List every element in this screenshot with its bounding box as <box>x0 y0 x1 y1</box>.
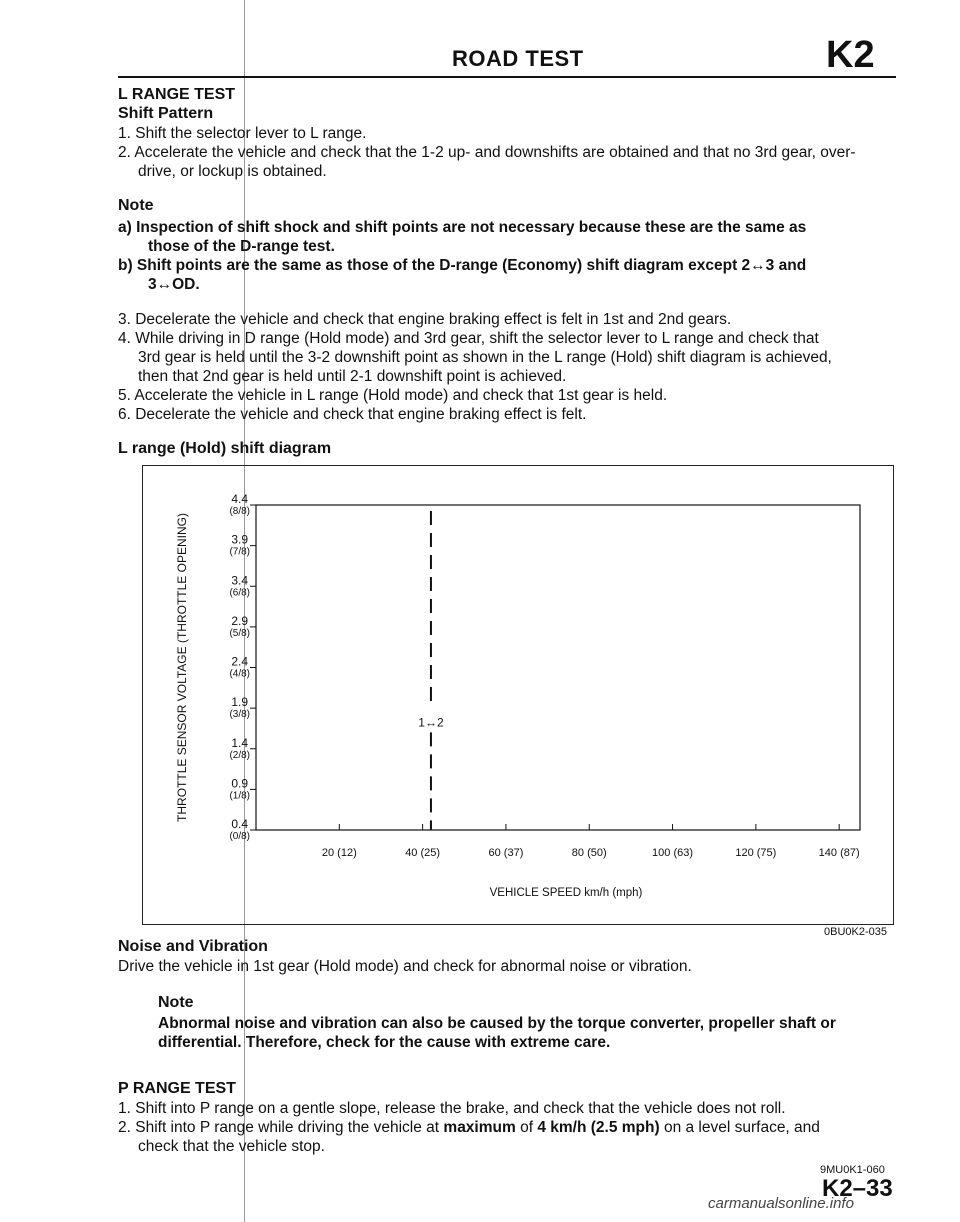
step-4: 4. While driving in D range (Hold mode) and 3rd gear, shift the selector lever to L range and check that <box>118 330 819 347</box>
x-tick-label: 100 (63) <box>652 847 694 859</box>
p-range-heading: P RANGE TEST <box>118 1080 236 1097</box>
watermark: carmanualsonline.info <box>708 1195 854 1212</box>
y-tick-label: 2.4 <box>231 654 248 669</box>
page-number: K2–33 <box>822 1175 893 1202</box>
y-tick-label: 1.4 <box>231 735 248 750</box>
note-a-cont: those of the D-range test. <box>148 238 335 255</box>
p-step-1: 1. Shift into P range on a gentle slope, release the brake, and check that the vehicle does not roll. <box>118 1100 786 1117</box>
y-tick-label: 0.4 <box>231 817 248 831</box>
y-tick-label: 3.4 <box>231 573 248 588</box>
y-tick-label: 1.9 <box>231 695 248 710</box>
plot-area <box>256 505 860 830</box>
y-tick-sublabel: (6/8) <box>229 587 250 599</box>
y-axis-label: THROTTLE SENSOR VOLTAGE (THROTTLE OPENING) <box>175 513 189 822</box>
y-tick-label: 3.9 <box>231 532 248 547</box>
y-tick-label: 0.9 <box>231 776 248 791</box>
y-tick-label: 4.4 <box>231 492 248 506</box>
noise-section <box>118 938 908 1052</box>
step-4-cont1: 3rd gear is held until the 3-2 downshift point as shown in the L range (Hold) shift diagram is achieved, <box>138 349 832 366</box>
l-range-heading: L RANGE TEST <box>118 86 236 103</box>
footer-code: 9MU0K1-060 <box>820 1164 885 1176</box>
noise-note-label: Note <box>158 994 194 1011</box>
shift-pattern-heading: Shift Pattern <box>118 105 214 122</box>
note-a: a) Inspection of shift shock and shift points are not necessary because these are the same as <box>118 219 807 236</box>
y-tick-sublabel: (7/8) <box>229 546 250 558</box>
section-code: K2 <box>826 34 875 76</box>
noise-heading: Noise and Vibration <box>118 938 268 955</box>
p-step-2: 2. Shift into P range while driving the vehicle at maximum of 4 km/h (2.5 mph) on a level surface, and <box>118 1119 820 1136</box>
y-tick-sublabel: (3/8) <box>229 709 250 721</box>
p-step-2-cont: check that the vehicle stop. <box>138 1138 325 1155</box>
x-tick-label: 60 (37) <box>488 847 524 859</box>
note-label: Note <box>118 197 154 214</box>
x-axis-label: VEHICLE SPEED km/h (mph) <box>489 887 643 899</box>
step-4-cont2: then that 2nd gear is held until 2-1 downshift point is achieved. <box>138 368 567 385</box>
y-tick-sublabel: (5/8) <box>229 627 250 639</box>
y-tick-sublabel: (1/8) <box>229 790 250 802</box>
diagram-title: L range (Hold) shift diagram <box>118 440 332 457</box>
y-tick-sublabel: (4/8) <box>229 668 250 680</box>
p-range-section <box>118 1080 908 1156</box>
y-tick-sublabel: (2/8) <box>229 749 250 761</box>
page-header-title: ROAD TEST <box>452 46 584 71</box>
noise-note-line1: Abnormal noise and vibration can also be caused by the torque converter, propeller shaft or <box>158 1015 836 1032</box>
step-2-cont: drive, or lockup is obtained. <box>138 163 327 180</box>
y-tick-label: 2.9 <box>231 613 248 628</box>
x-tick-label: 140 (87) <box>818 847 860 859</box>
noise-text: Drive the vehicle in 1st gear (Hold mode) and check for abnormal noise or vibration. <box>118 958 692 975</box>
y-tick-sublabel: (0/8) <box>229 831 250 842</box>
x-tick-label: 40 (25) <box>405 847 441 859</box>
step-6: 6. Decelerate the vehicle and check that engine braking effect is felt. <box>118 406 587 423</box>
y-tick-sublabel: (8/8) <box>229 506 250 517</box>
noise-note-line2: differential. Therefore, check for the cause with extreme care. <box>158 1034 611 1051</box>
x-tick-label: 120 (75) <box>735 847 777 859</box>
step-5: 5. Accelerate the vehicle in L range (Hold mode) and check that 1st gear is held. <box>118 387 668 404</box>
figure-code: 0BU0K2-035 <box>824 926 887 938</box>
note-b: b) Shift points are the same as those of the D-range (Economy) shift diagram except 2↔3 and <box>118 257 807 274</box>
x-tick-label: 20 (12) <box>321 847 357 859</box>
step-1: 1. Shift the selector lever to L range. <box>118 125 367 142</box>
x-tick-label: 80 (50) <box>571 847 607 859</box>
series-label: 1↔2 <box>418 715 444 730</box>
step-3: 3. Decelerate the vehicle and check that engine braking effect is felt in 1st and 2nd gears. <box>118 311 732 328</box>
note-b-cont: 3↔OD. <box>148 276 200 293</box>
step-2: 2. Accelerate the vehicle and check that the 1-2 up- and downshifts are obtained and that no 3rd gear, over- <box>118 144 856 161</box>
